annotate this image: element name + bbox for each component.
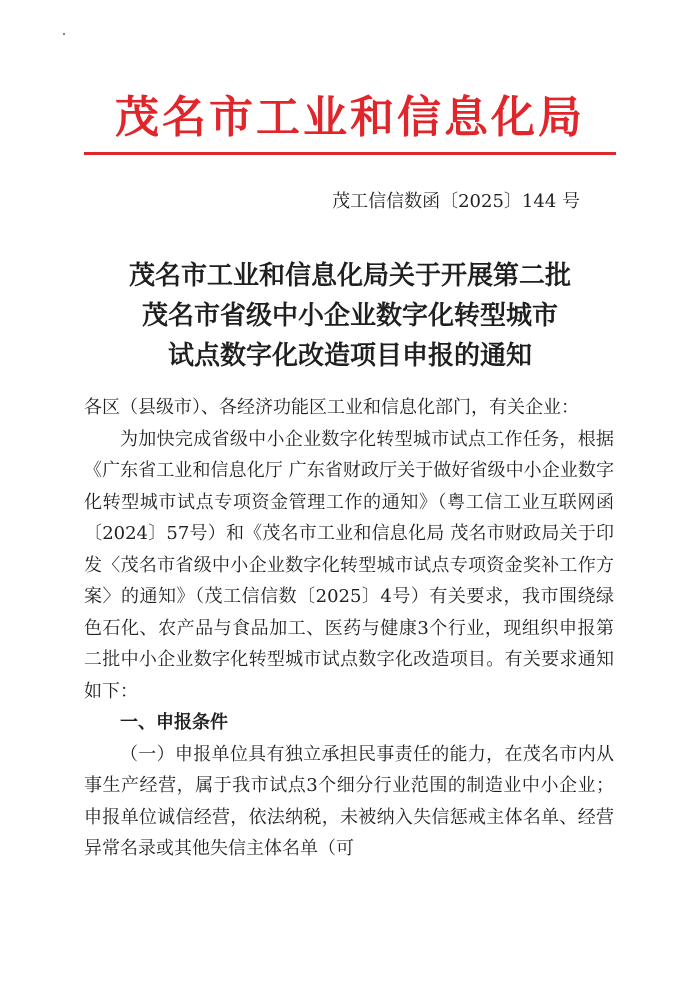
notice-title-line: 茂名市省级中小企业数字化转型城市 bbox=[141, 301, 558, 331]
paragraph-intro: 为加快完成省级中小企业数字化转型城市试点工作任务，根据《广东省工业和信息化厅 广东省财政厅关于做好省级中小企业数字化转型城市试点专项资金管理工作的通知》（粤工信工业互联网函〔2024〕57号）和《茂名市工业和信息化局 茂名市财政局关于印发〈茂名市省级中小企业数字化转型城市试点专项资金奖补工作方案〉的通知》（茂工信信数〔2025〕4号）有关要求，我市围绕绿色石化、农产品与食品加工、医药与健康3个行业，现组织申报第二批中小企业数字化转型城市试点数字化改造项目。有关要求通知如下： bbox=[84, 428, 614, 702]
paragraph-condition-1: （一）申报单位具有独立承担民事责任的能力，在茂名市内从事生产经营，属于我市试点3个细分行业范围的制造业中小企业；申报单位诚信经营，依法纳税，未被纳入失信惩戒主体名单、经营异常名录或其他失信主体名单（可 bbox=[84, 743, 614, 859]
document-number: 茂工信信数函〔2025〕144 号 bbox=[332, 191, 580, 212]
notice-body bbox=[84, 392, 614, 865]
notice-title-line: 茂名市工业和信息化局关于开展第二批 bbox=[128, 261, 571, 291]
section-heading: 一、申报条件 bbox=[120, 712, 228, 733]
notice-title bbox=[0, 256, 700, 376]
issuing-authority-header: 茂名市工业和信息化局 bbox=[115, 92, 585, 143]
salutation: 各区（县级市）、各经济功能区工业和信息化部门，有关企业： bbox=[84, 397, 579, 418]
header-red-rule bbox=[84, 152, 616, 155]
notice-title-line: 试点数字化改造项目申报的通知 bbox=[167, 341, 532, 371]
scan-speck bbox=[63, 33, 65, 35]
